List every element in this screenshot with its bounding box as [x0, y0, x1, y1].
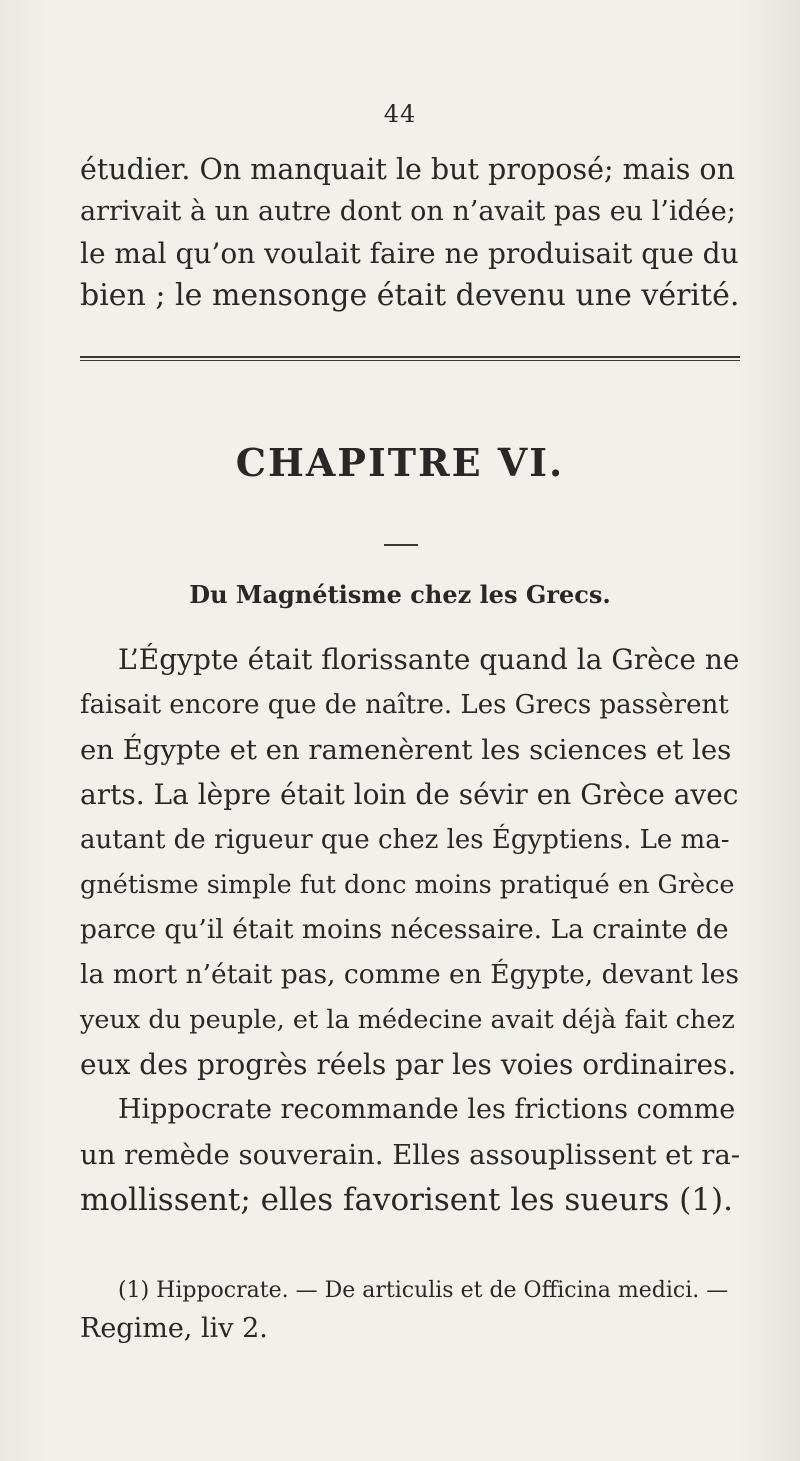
- text-line: le mal qu’on voulait faire ne produisait que du: [80, 237, 739, 270]
- text-line: yeux du peuple, et la médecine avait déjà fait chez: [80, 1005, 735, 1035]
- text-line: L’Égypte était florissante quand la Grèce ne: [118, 643, 740, 676]
- chapter-title: CHAPITRE VI.: [235, 440, 565, 485]
- section-divider: [80, 356, 740, 361]
- text-line: mollissent; elles favorisent les sueurs (1).: [80, 1182, 733, 1218]
- title-dash: [384, 544, 418, 546]
- text-line: autant de rigueur que chez les Égyptiens. Le ma-: [80, 825, 730, 855]
- chapter-subtitle: Du Magnétisme chez les Grecs.: [189, 580, 611, 609]
- text-line: parce qu’il était moins nécessaire. La crainte de: [80, 914, 729, 945]
- text-line: arrivait à un autre dont on n’avait pas eu l’idée;: [80, 196, 736, 227]
- footnote-line: Regime, liv 2.: [80, 1313, 268, 1344]
- text-line: gnétisme simple fut donc moins pratiqué en Grèce: [80, 870, 735, 900]
- text-line: la mort n’était pas, comme en Égypte, devant les: [80, 959, 739, 990]
- footnote-line: (1) Hippocrate. — De articulis et de Officina medici. —: [118, 1278, 729, 1303]
- text-line: en Égypte et en ramenèrent les sciences et les: [80, 734, 732, 766]
- text-line: eux des progrès réels par les voies ordinaires.: [80, 1048, 737, 1081]
- text-line: bien ; le mensonge était devenu une vérité.: [80, 278, 740, 313]
- text-line: étudier. On manquait le but proposé; mais on: [80, 153, 735, 186]
- text-line: arts. La lèpre était loin de sévir en Grèce avec: [80, 778, 739, 811]
- text-line: Hippocrate recommande les frictions comme: [118, 1094, 736, 1125]
- text-line: un remède souverain. Elles assouplissent et ra-: [80, 1139, 741, 1171]
- page-number: 44: [383, 100, 417, 128]
- text-line: faisait encore que de naître. Les Grecs passèrent: [80, 690, 729, 720]
